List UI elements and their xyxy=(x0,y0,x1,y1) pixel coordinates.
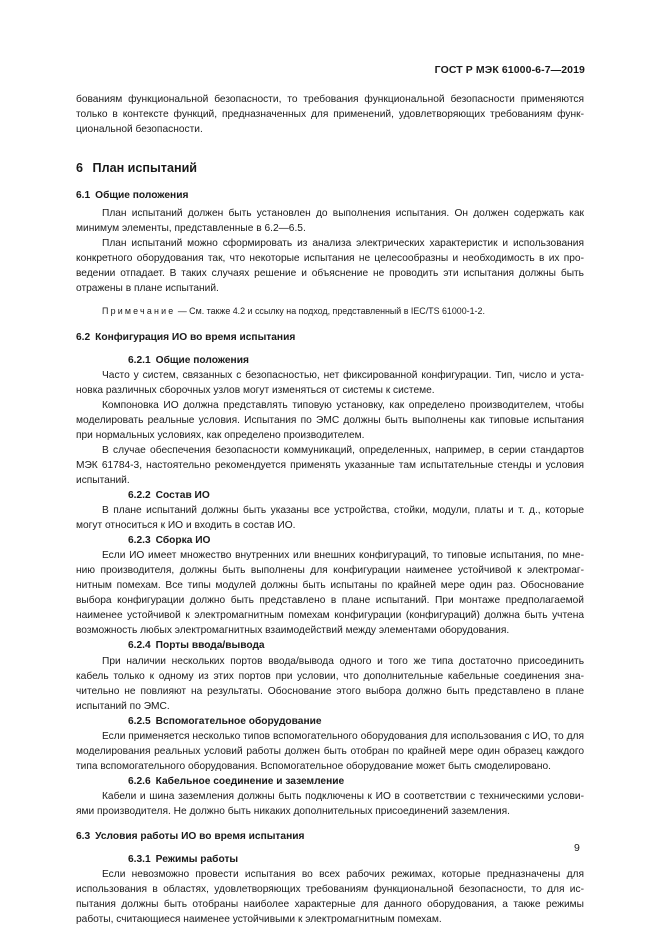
clause-number: 6.2.4 xyxy=(128,640,151,652)
page-number: 9 xyxy=(574,842,580,854)
subsection-number: 6.1 xyxy=(76,190,91,202)
clause-number: 6.2.6 xyxy=(128,775,151,787)
clause-number: 6.2.2 xyxy=(128,489,151,501)
clause-6-2-2-heading xyxy=(76,488,584,503)
note-label: Примечание xyxy=(102,306,176,317)
paragraph: Если применяется несколько типов вспомогательного оборудования для использования с ИО, то для моделирования реальных условий работы должен быть отобран по крайней мере один образец каждого типа вспомогательного оборудования. Вспомогательное оборудование может быть смоделировано. xyxy=(76,730,584,772)
clause-number: 6.3.1 xyxy=(128,854,151,866)
clause-6-2-5-heading xyxy=(76,714,584,729)
clause-title: Состав ИО xyxy=(155,489,210,501)
note xyxy=(76,304,584,319)
section-6-heading xyxy=(76,159,584,177)
clause-6-2-4-heading xyxy=(76,638,584,653)
clause-title: Порты ввода/вывода xyxy=(155,640,265,652)
paragraph: План испытаний должен быть установлен до выполнения испытания. Он должен содержать как минимум элементы, представленные в 6.2—6.5. xyxy=(76,208,584,235)
intro-paragraph: бованиям функциональной безопасности, то требования функциональной безопасности применяются только в контексте функций, предназначенных для применений, удовлетворяющих требованиям функциональной безопасности. xyxy=(76,94,584,136)
clause-number: 6.2.1 xyxy=(128,354,151,366)
paragraph: В случае обеспечения безопасности коммуникаций, определенных, например, в серии стандартов МЭК 61784-3, настоятельно рекомендуется применять указанные там испытательные стенды и условия испытаний. xyxy=(76,444,584,486)
paragraph: Компоновка ИО должна представлять типовую установку, как определено производителем, чтобы моделировать реальные условия. Испытания по ЭМС должны быть выполнены как типовые испытания при нормальных условиях, как определено производителем. xyxy=(76,399,584,441)
page-content xyxy=(76,92,584,927)
clause-title: Режимы работы xyxy=(155,854,239,866)
subsection-title: Условия работы ИО во время испытания xyxy=(95,831,305,843)
paragraph: Часто у систем, связанных с безопасностью, нет фиксированной конфигурации. Тип, число и установка различных сборочных узлов могут изменяться от системы к системе. xyxy=(76,369,584,396)
clause-number: 6.2.5 xyxy=(128,715,151,727)
subsection-title: Конфигурация ИО во время испытания xyxy=(95,331,296,343)
clause-number: 6.2.3 xyxy=(128,535,151,547)
clause-title: Сборка ИО xyxy=(155,535,211,547)
paragraph: В плане испытаний должны быть указаны все устройства, стойки, модули, платы и т. д., которые могут относиться к ИО и входить в состав ИО. xyxy=(76,505,584,532)
clause-6-2-1-heading xyxy=(76,353,584,368)
standard-code-header: ГОСТ Р МЭК 61000-6-7—2019 xyxy=(434,64,585,76)
paragraph: При наличии нескольких портов ввода/вывода одного и того же типа достаточно присоединить кабель только к одному из этих портов при условии, что дополнительные кабельные соединения значительно не повлияют на результаты. Обоснование этого выбора должно быть представлено в плане испытаний по ЭМС. xyxy=(76,655,584,712)
subsection-title: Общие положения xyxy=(95,190,189,202)
clause-6-2-3-heading xyxy=(76,533,584,548)
subsection-6-3-heading xyxy=(76,829,584,844)
paragraph: Если ИО имеет множество внутренних или внешних конфигураций, то типовые испытания, по мнению производителя, должны быть выполнены для конфигурации наименее устойчивой к электромагнитным помехам. Все типы модулей должны быть испытаны по крайней мере один раз. Обоснование выбора конфигурации должно быть представлено в плане испытаний. При монтаже предполагаемой наименее устойчивой к электромагнитным помехам конфигурации (конфигураций) должна быть учтена возможность любых электромагнитных взаимодействий между элементами оборудования. xyxy=(76,550,584,637)
paragraph: Если невозможно провести испытания во всех рабочих режимах, которые предназначены для использования в областях, удовлетворяющих требованиям функциональной безопасности, то для испытания должны быть отобраны наиболее характерные для данного оборудования, а также режимы работы, считающиеся наименее устойчивыми к электромагнитным помехам. xyxy=(76,869,584,926)
section-title: План испытаний xyxy=(92,161,198,176)
subsection-number: 6.3 xyxy=(76,831,91,843)
subsection-6-2-heading xyxy=(76,330,584,345)
clause-title: Общие положения xyxy=(155,354,249,366)
note-text: — См. также 4.2 и ссылку на подход, представленный в IEC/TS 61000-1-2. xyxy=(175,306,485,317)
clause-title: Вспомогательное оборудование xyxy=(155,715,322,727)
clause-title: Кабельное соединение и заземление xyxy=(155,775,345,787)
paragraph: Кабели и шина заземления должны быть подключены к ИО в соответствии с техническими условиями производителя. Не должно быть никаких дополнительных присоединений заземления. xyxy=(76,790,584,817)
clause-6-3-1-heading xyxy=(76,852,584,867)
section-number: 6 xyxy=(76,161,84,176)
clause-6-2-6-heading xyxy=(76,774,584,789)
subsection-number: 6.2 xyxy=(76,331,91,343)
paragraph: План испытаний можно сформировать из анализа электрических характеристик и использования конкретного оборудования так, что некоторые испытания не целесообразны и необходимость в их проведении отпадает. В таких случаях решение и объяснение не проводить эти испытания должны быть отражены в плане испытаний. xyxy=(76,238,584,295)
subsection-6-1-heading xyxy=(76,188,584,203)
